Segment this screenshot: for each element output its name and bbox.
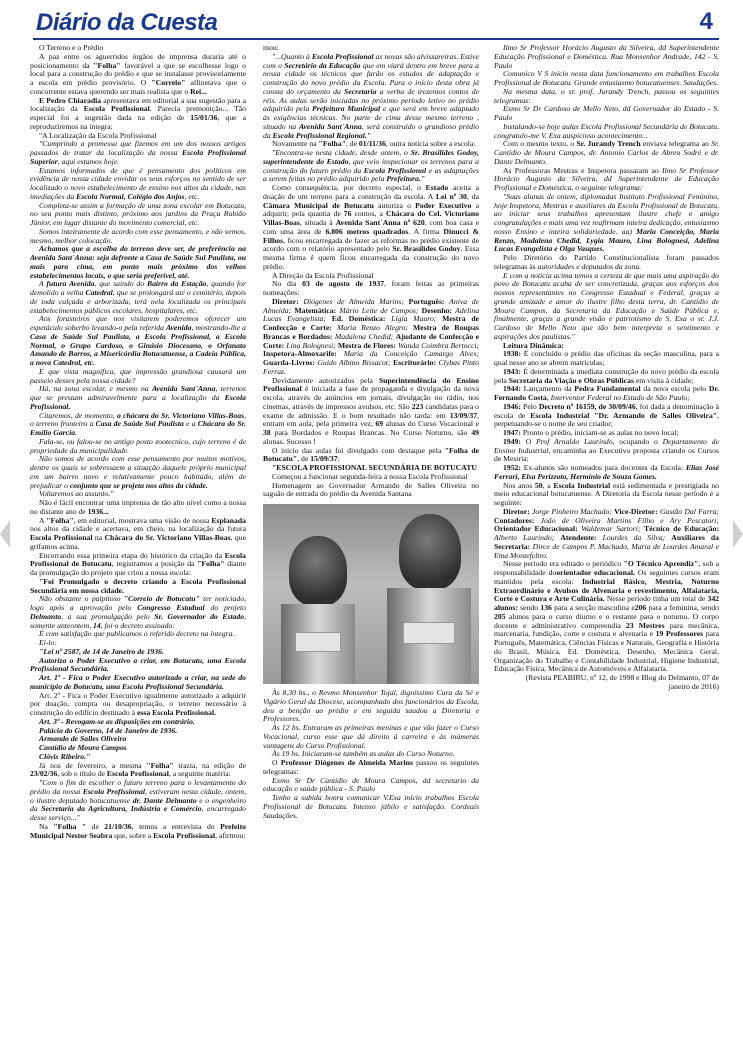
page-header bbox=[0, 0, 743, 44]
article-column-2: mou: "...Quanto à Escola Profissional as novas são alvissareiras. Estive com o Secretário da Educação que em viará dentro em breve para a nossa cidade os técnicos que farão os estudos de adaptação e construção do novo prédio da Escola. Para o início desta obra já consta do orçamento da Secretaria a verba de trezentos contos de réis. As aulas serão iniciadas no próximo período letivo no prédio adquirido pela Prefeitura Municipal e que será em breve adaptado às exigências técnicas. No parte de cima desse mesmo terreno , situado na Avenida Sant´Anna, será construído o grandioso prédio da Escola Profissional Regional." Novamente na "Folha", de 01/11/36, outra notícia sobre a escola: "Encontra-se nesta cidade, desde ontem, o Sr. Brasilides Godoy, superintendente do Estado, que veio inspecionar os terrenos para a construção do futuro prédio da Escola Profissional e as adaptações a serem feitas no prédio adquirido pela Prefeitura." Como consequência, por decreto especial, o Estado aceita a doação de um terreno para a construção da escola. A Lei nº 30, da Câmara Municipal de Botucatu autoriza o Poder Executivo a adquirir, pela quantia de 76 contos, a Chácara do Cel. Victoriano Villas-Boas, situada à Avenida Sant´Anna nº 620, com boa casa e com uma área de 6.806 metros quadrados. A firma Dinucci & Filhos, ficou encarregada de fazer as reformas no prédio existente de acordo com o relatório apresentado pelo Sr. Brasílides Godoy. Essa mesma firma é quem ficou encarregada da construção do novo prédio. A Direção da Escola Profissional No dia 03 de agosto de 1937, foram feitas as primeiras nomeações: Diretor: Diógenes de Almeida Marins; Português: Aniva de Almeida; Matemática: Mário Leite de Campos; Desenho: Adelina Lucas Evangelista; Ed. Doméstica: Lígia Mauro; Mestra de Confecção e Corte: Maria Renzo Alegro; Mestra de Roupas Brancas e Bordados: Madalena Chedid; Ajudante de Confecção e Corte: Lina Bolognesi; Mestra de Flores: Wanda Coimbra Bertocci; Inspetora-Almoxarife: Maria da Conceição Camargo Alves; Guarda-Livros: Guido Albino Bissacot; Escriturário: Clybas Pinto Ferraz. Devidamente autorizados pela Superintendência do Ensino Profissional é iniciada a fase de propaganda e divulgação da nova escola, através de anúncios em jornais, divulgação no rádio, nos cinemas, através de impressos avulsos, etc. São 223 candidatas para o exame de admissão. E o bom resultado não tarda: em 13/09/37, entram em aula, pela primeira vez, 69 alunas do Curso Vocacional e 38 para Bordados e Roupas Brancas. No Curso Noturno, são 49 alunas. Sucesso ! O início das aulas foi divulgado com destaque pela "Folha de Botucatu", de 15/09/37: "ESCOLA PROFISSIONAL SECUNDÁRIA DE BOTUCATU Começou a funcionar segunda-feira a nossa Escola Profissional Homenagem ao Governador Armando de Salles Oliveira no saguão de entrada do prédio da Avenida Santana Às 8,30 hs., o Revmo Monsenhor Tojal, digníssimo Cura da Sé e Vigário Geral da Diocese, acompanhado dos funcionários da Escola, deu a benção ao prédio e em seguida saudou a Diretoria e Professores. Às 12 hs. Entraram as primeiras meninas e que vão fazer o Curso Vocacional, curso esse que dá direito à carreira e às inúmeras vantagens do Curso Profissional. Às 19 hs. Iniciaram-se também as aulas do Curso Noturno. O Professor Diógenes de Almeida Marins passou os seguintes telegramas: Exmo Sr Dr Cantídio de Moura Campos, dd secretario da educação e saúde pública - S. Paulo Tenho a subida honra comunicar V.Exa início trabalhos Escola Profissional de Botucatu. Intenso júbilo e satisfação. Cordeais Saudações. bbox=[263, 44, 479, 820]
article-column-3: Ilmo Sr Professor Horácio Augusto da Silveira, dd Superintendente Educação Profissional e Doméstica. Rua Monsenhor Andrade, 142 - S. Paulo Comunico V S início nesta data funcionamento em trabalhos Escola Profissional de Botucatu. Grande entusiasmo botucatuenses. Saudações. Na mesma data, o sr. prof. Jurandy Trench, passou os seguintes telegramas: Exmo Sr Dr Cardoso de Mello Neto, dd Governador do Estado - S. Paulo Instalando-se hoje aulas Escola Profissional Secundária de Botucatu, congratulo-me V. Exa auspicioso acontecimento... Com o mesmo texto, o Sr. Jurandy Trench enviava telegrama ao Sr. Cantídio de Moura Campos, dr. Antonio Carlos de Abreu Sodré e dr. Dante Delmanto. As Professoras Mestras e Inspetora passaram ao Ilmo Sr Professor Horácio Augusto da Silveira, dd Superintendente de Educação Profissional e Doméstica, o seguinte telegrama: "Suas alunas de ontem, diplomadas Instituto Profissional Feminino, hoje Inspetora, Mestras e auxiliares da Escola Profissional de Botucatu, ao iniciar seus trabalhos apresentam ilustre chefe e amigo congratulações e mais uma vez reafirmam inteira dedicação, entusiasmo nosso Ensino e inteira solidariedade. aa) Maria Conceição, Maria Renzo, Madalena Chedid, Lygia Mauro, Lina Bolognesi, Adelina Lucas Evangelista e Olga Vasques. Pelo Diretório do Partido Constitucionalista foram passados telegramas às autoridades e deputados da zona. E com a notícia acima temos a certeza de que mais uma aspiração do povo de Botucatu acaba de ser concretizada, graças aos esforços dos nossos representantes no Congresso Estadual e Federal, graças a grande amizade e amor do ilustre filho desta terra, dr. Cantídio de Moura Campos, da Secretaria da Educação e Saúde Pública e, finalmente, graças a grande visão e patriotismo de S. Exa o sr. J.J. Cardoso de Mello Neto que tão bem interpreta o sentimento e aspirações dos paulistas." Leitura Dinâmica: 1938: É concluído o prédio das oficinas da seção masculina, para a qual nesse ano se abrem matrículas; 1943: É determinada a imediata construção do novo prédio da escola pela Secretaria da Viação e Obras Públicas em visita à cidade; 1944: Lançamento da Pedra Fundamental da nova escola pelo Dr. Fernando Costa, Interventor Federal no Estado de São Paulo; 1946: Pelo Decreto nº 16159, de 30/09/46, foi dada a denominação à escola de Escola Industrial "Dr. Armando de Salles Oliveira", perpetuando-se o nome de seu criador; 1947: Pronto o prédio, iniciam-se as aulas no novo local; 1949: O Prof Arnaldo Laurindo, ocupando o Departamento de Ensino Industrial, encaminha ao Executivo proposta criando os Cursos de Mestria; 1952: Ex-alunos são nomeados para docentes da Escola: Elias José Ferrari, Elsa Perizzoto, Hermínio de Souza Gomes. Nos anos 50, a Escola Industrial está sedimentada e prestigiada no meio educacional botucatuense. A Diretoria da Escola nesse período é a seguinte: Diretor: Jorge Pinheiro Machado; Vice-Diretor: Gastão Dal Farra; Contadores: João de Oliveira Martins Filho e Ary Pescatori; Orientador Educacional: Waldemar Sartori; Técnico de Educação: Alberto Laurindo; Atendente: Lourdes da Silva; Auxiliares da Secretaria: Dirce de Campos P. Machado, Maria de Lourdes Amaral e Ema Montefeltro. Nesse período era editado o periódico "O Técnico Aprendiz", sob a responsabilidade doorientador educacional. Os seguintes cursos eram mantidos pela escola: Industrial Básico, Mestria, Noturno Extraordinário e Avulsos de Alvenaria e revestimento, Alfaiataria, Corte e Costura e Arte Culinária. Nesse período tinha um total de 342 alunos: sendo 136 para a secção masculina e206 para a feminina, sendo 205 alunos para o curso diurno e o restante para o noturno. O corpo docente e administrativo compreendia 23 Mestres para mecânica, marcenaria, fundição, corte e costura e alvenaria e 19 Professores para Português, Matemática, Ciências Físicas e Naturais, Geografia e História do Brasil, Música, Ed. Doméstica, Desenho, Mecânica Geral, Organização do Trabalho e Contabilidade Industrial, Higiene Industrial, Educação Física, Mecânica de Automóveis e Alfaiataria. (Revista PEABIRU, nº 12, de 1998 e Blog do Delmanto, 07 de janeiro de 2016) bbox=[494, 44, 719, 691]
bust-statues-photo bbox=[263, 504, 479, 684]
next-page-arrow-icon[interactable] bbox=[733, 520, 743, 548]
page-number: 4 bbox=[699, 8, 713, 35]
previous-page-arrow-icon[interactable] bbox=[0, 520, 10, 548]
right-bust-plaque bbox=[403, 622, 455, 644]
right-bust-head-icon bbox=[399, 514, 461, 590]
article-column-1: O Terreno e o Prédio A paz entre os aguerridos órgãos de imprensa duraria até o posicionamento da "Folha" favorável a que se escolhesse logo o local para a construção do prédio e que se instalasse provisoriamente a escola em prédio provisório. O "Correio" alfinetava que o concorrente estava querendo ser mais realista que o Rei... E Pedro Chiaradia apresentava em editorial a sua sugestão para a localização da Escola Profissional. Parecia premonição... Tão especial foi a sugestão dada na edição de 15/01/36, que a reproduziremos na íntegra: "A Localização da Escola Profissional "Cumprindo a promessa que fizemos em um dos nossos artigos passados de tratar da localização da nossa Escola Profissional Superior, aqui estamos hoje. Estamos informados de que é pensamento dos políticos em evidência de nossa cidade envidar os seus esforços no sentido de ser localizado o novo estabelecimento de ensino nos altos da cidade, nas imediações da Escola Normal, Colégio dos Anjos, etc. Completa-se assim a formação de uma zona escolar em Botucatu, no seu ponto mais distinto, próximo aos jardins da Praça Rubião Júnior, em lugar distante do movimento comercial, etc. Somos inteiramente de acordo com esse pensamento, e não vemos, mesmo, melhor colocação. Achamos que a escolha do terreno deve ser, de preferência na Avenida Sant´Anna: seja defronte a Casa de Saúde Sul Paulista, ou mais para cima, em ponto mais próximo dos velhos estabelecimentos locais, o que seria preferível, até. A futura Avenida, que saindo do Bairro da Estação, quando for demolido a velha Catedral, que se prolongará até o cemitério, depois de toda calçada e arborizada, terá nela localizada os principais estabelecimentos públicos escolares, hospitalares, etc. Aos forasteiros que nos visitarem poderemos oferecer um espetáculo soberbo levando-o pela referida Avenida, mostrando-lhe a Casa de Saúde Sul Paulista, a Escola Profissional, a Escola Normal, o Grupo Cardoso, o Ginásio Diocesano, o Orfanato Amando de Barros, a Misericórdia Botucatuense, a Cadeia Pública, a nova Catedral, etc. E que vista magnífica, que impressão grandiosa causará um passeio desses pela nossa cidade? Há, na zona escolar, e mesmo na Avenida Sant´Anna, terrenos que se prestam admiravelmente para a localização da Escola Profissional. Citaremos, de momento, a chácara do Sr. Victoriano Villas-Boas, o terreno fronteiro a Casa de Saúde Sul Paulista e a Chácara do Sr. Emílio Garcia. Fala-se, ou falou-se no antigo posto zootecnico, cujo terreno é de propriedade da municipalidade. Não somos de acordo com esse pensamento por muitos motivos, dentre os quais se sobressaem a situação daquele próprio municipal em um bairro novo e relativamente pouco habitado, além de prejudicar o conjunto que se projeta nos altos da cidade. Voltaremos ao assunto." Não é fácil encontrar uma imprensa de tão alto nível como a nossa no distante ano de 1936... A "Folha", em editorial, mostrava uma visão de nossa Esplanada nos altos da cidade e acertava, em cheio, na localização da futura Escola Profissional na Chácara do Sr. Victoriano Villas-Boas, que grifamos acima. Encerrando essa primeira etapa do histórico da criação da Escola Profissional de Botucatu, registramos a posição da "Folha" diante da promulgação do projeto que criou a nossa escola: "Foi Promulgado o decreto criando a Escola Profissional Secundária em nossa cidade. Não obstante o palpitoso "Correio de Botucatu" ter noticiado, logo após a aprovação pelo Congresso Estadual do projeto Delmanto, a sua promulgação pelo Sr. Governador do Estado, somente anteontem, 14, foi o decreto assinado: É com satisfação que publicamos o referido decreto na íntegra. Ei-lo: "Lei nº 2587, de 14 de Janeiro de 1936. Autoriza o Poder Executivo a criar, em Botucatu, uma Escola Profissional Secundária. Art. 1º - Fica o Poder Executivo autorizado a criar, na sede do município de Botucatu, uma Escola Profissional Secundária. Art. 2º - Fica o Poder Executivo igualmente autorizado a adquirir por doação, compra ou desapropriação, o terreno necessário à construção do edifício destinado à essa Escola Profissional. Art. 3º - Revogam-se as disposições em contrário. Palácio do Governo, 14 de Janeiro de 1936. Armando de Salles Oliveira Cantídio de Moura Campos Clóvis Ribeiro." Já nos de fevereiro, a mesma "Folha" trazia, na edição de 23/02/36, sob o título de Escola Profissional, a seguinte matéria: "Com o fim de escolher o futuro terreno para o levantamento do prédio da nossa Escola Profissional, estiveram nesta cidade, ontem, o ilustre deputado botucatuense dr. Dante Delmanto e o engenheiro da Secretaria da Agricultura, Indústria e Comércio, encarregado desse serviço..." Na "Folha " de 21/10/36, temos a entrevista do Prefeito Municipal Nestor Seabra que, sobre a Escola Profissional, afirmou: bbox=[30, 44, 246, 840]
left-bust-head-icon bbox=[289, 536, 347, 606]
masthead-title: Diário da Cuesta bbox=[36, 9, 218, 36]
header-rule bbox=[33, 38, 719, 40]
left-bust-plaque bbox=[295, 632, 341, 652]
